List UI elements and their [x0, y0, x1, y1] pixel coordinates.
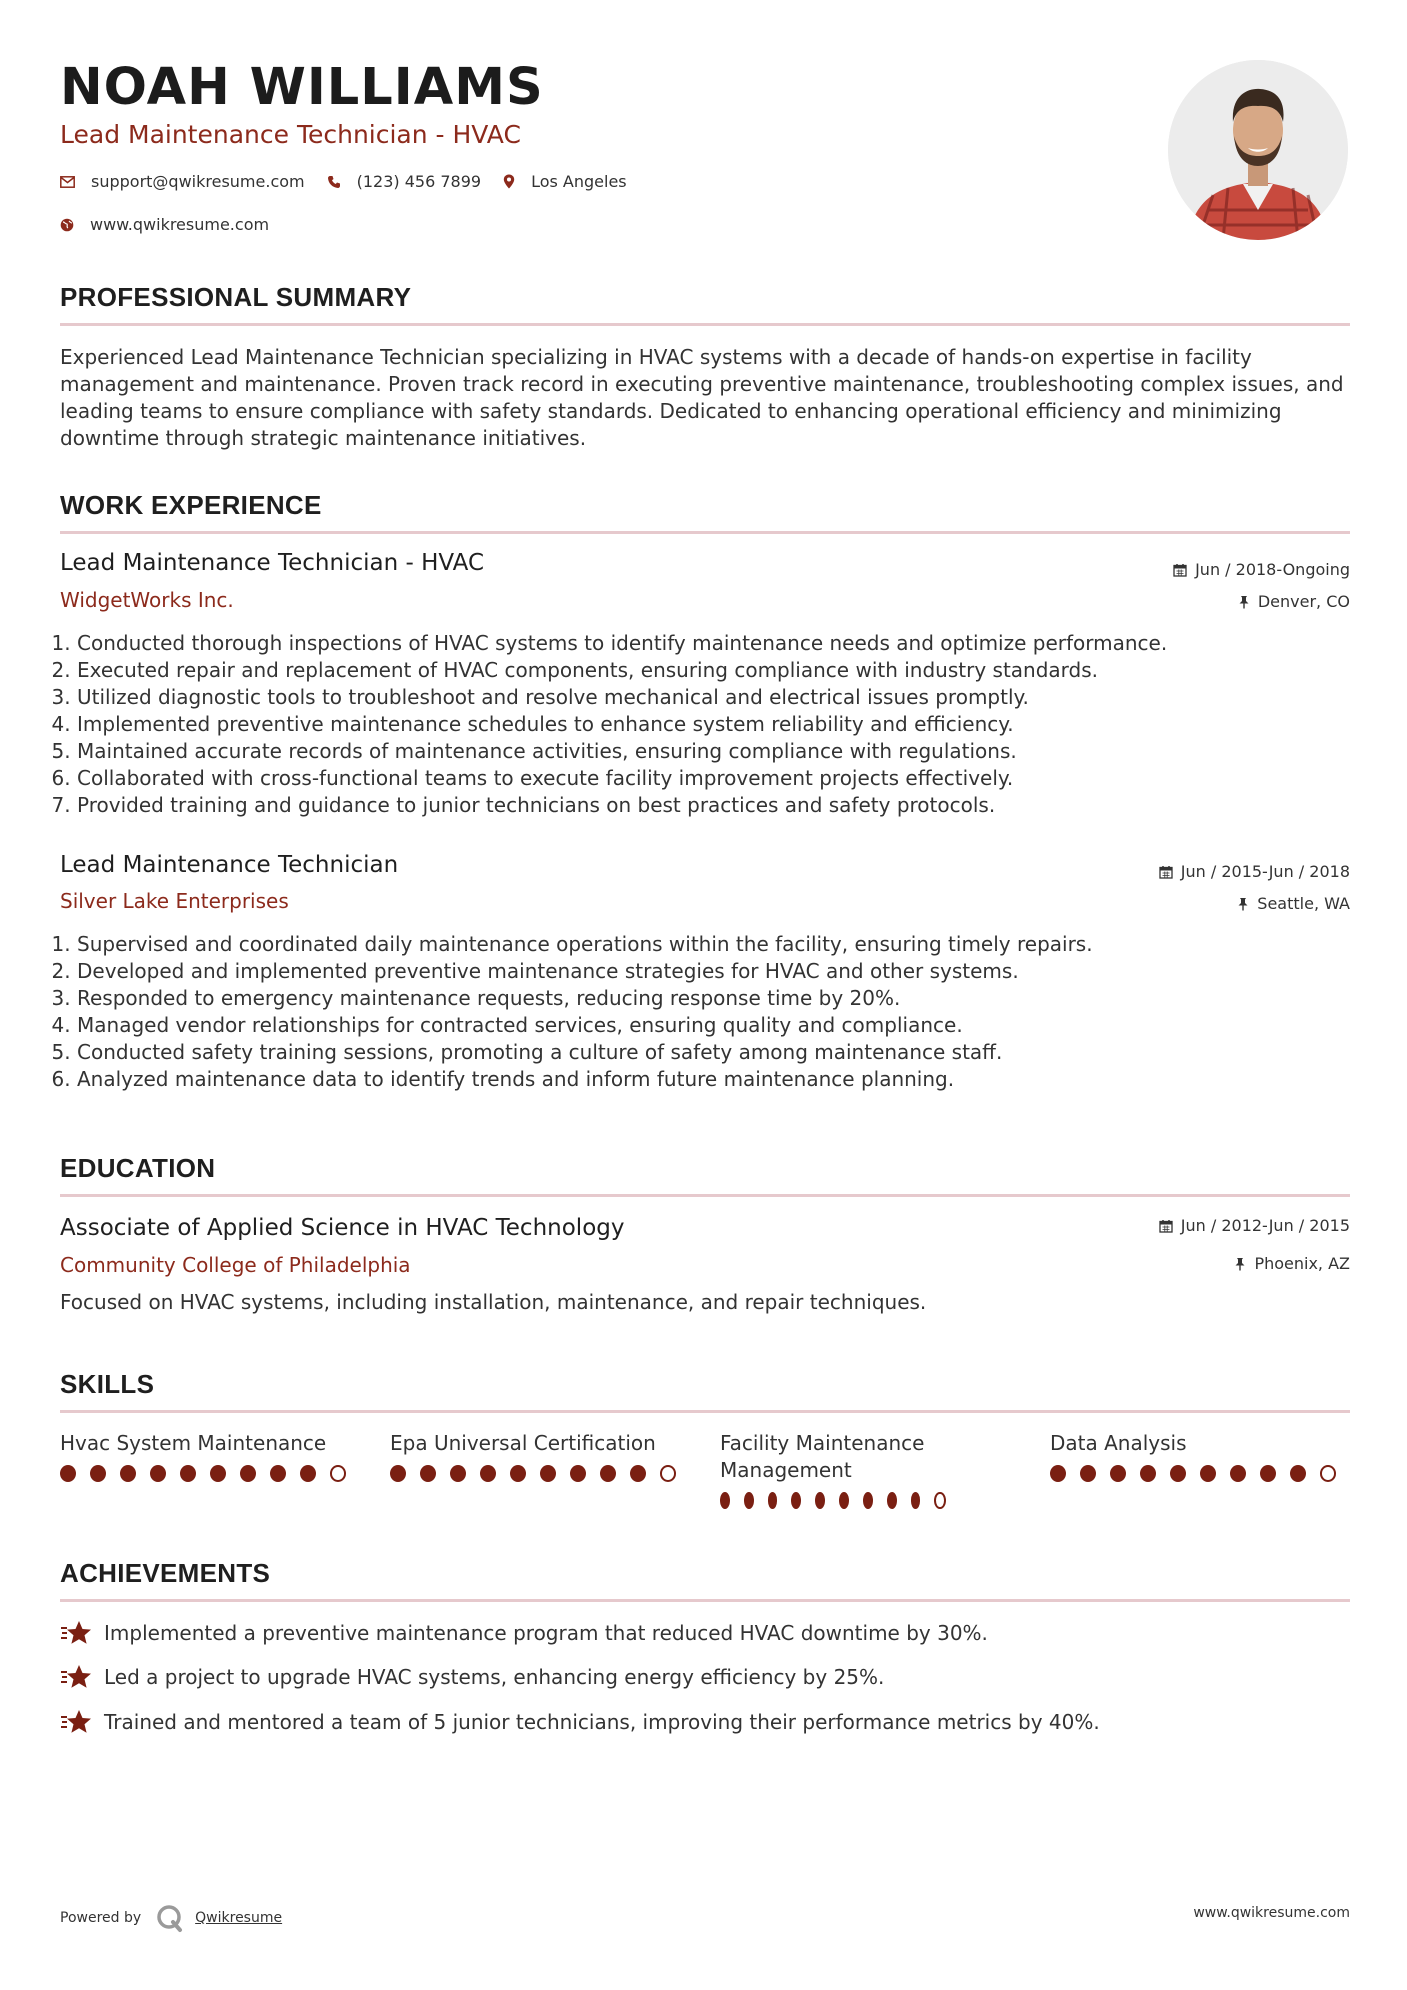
- education-dates: [1159, 1216, 1350, 1235]
- list-item: 6. Collaborated with cross-functional teams to execute facility improvement projects effectively.: [77, 765, 1347, 792]
- job-bullets: [60, 931, 1347, 1093]
- skill-rating: [720, 1492, 960, 1509]
- rating-dot-filled: [210, 1465, 226, 1482]
- rating-dot-empty: [330, 1465, 346, 1482]
- rating-dot-empty: [934, 1492, 946, 1509]
- email-text[interactable]: support@qwikresume.com: [91, 172, 305, 191]
- education-location: [1234, 1254, 1350, 1273]
- rating-dot-filled: [1260, 1465, 1276, 1482]
- job-location-text: Denver, CO: [1257, 592, 1350, 611]
- job-bullets: [60, 630, 1347, 819]
- map-pin-icon: [503, 174, 515, 189]
- rating-dot-filled: [1050, 1465, 1066, 1482]
- list-item: 6. Analyzed maintenance data to identify trends and inform future maintenance planning.: [77, 1066, 1347, 1093]
- achievements-section-header: [60, 1558, 1350, 1602]
- calendar-icon: [1159, 865, 1173, 879]
- location-text: Los Angeles: [531, 172, 627, 191]
- list-item: 1. Conducted thorough inspections of HVAC systems to identify maintenance needs and optimize performance.: [77, 630, 1347, 657]
- rating-dot-filled: [510, 1465, 526, 1482]
- job-location: [1237, 894, 1350, 913]
- rating-dot-filled: [815, 1492, 825, 1509]
- pushpin-icon: [1238, 595, 1250, 609]
- rating-dot-filled: [1110, 1465, 1126, 1482]
- achievement-text: Trained and mentored a team of 5 junior technicians, improving their performance metrics by 40%.: [104, 1710, 1100, 1734]
- rating-dot-filled: [90, 1465, 106, 1482]
- rating-dot-filled: [450, 1465, 466, 1482]
- rating-dot-filled: [887, 1492, 897, 1509]
- job-dates: [1159, 862, 1350, 881]
- list-item: 5. Conducted safety training sessions, promoting a culture of safety among maintenance staff.: [77, 1039, 1347, 1066]
- skill-item: [60, 1430, 360, 1482]
- rating-dot-filled: [911, 1492, 921, 1509]
- skill-name: Epa Universal Certification: [390, 1431, 656, 1455]
- job-dates: [1173, 560, 1350, 579]
- contact-row: [60, 172, 649, 191]
- phone-icon: [327, 175, 341, 189]
- achievement-item: [60, 1664, 884, 1690]
- list-item: 7. Provided training and guidance to junior technicians on best practices and safety protocols.: [77, 792, 1347, 819]
- rating-dot-empty: [660, 1465, 676, 1482]
- footer-powered-by: [60, 1903, 282, 1933]
- education-description: Focused on HVAC systems, including installation, maintenance, and repair techniques.: [60, 1290, 927, 1314]
- rating-dot-filled: [420, 1465, 436, 1482]
- section-divider: [60, 1599, 1350, 1602]
- rating-dot-filled: [240, 1465, 256, 1482]
- candidate-name: NOAH WILLIAMS: [60, 58, 544, 117]
- job-title: Lead Maintenance Technician: [60, 852, 399, 878]
- skill-name: Hvac System Maintenance: [60, 1431, 327, 1455]
- rating-dot-empty: [1320, 1465, 1336, 1482]
- skill-name: Facility Maintenance Management: [720, 1431, 925, 1482]
- achievement-item: [60, 1709, 1100, 1735]
- achievement-item: [60, 1620, 988, 1646]
- skill-rating: [1050, 1465, 1350, 1482]
- contact-phone: [327, 172, 481, 191]
- job-dates-text: Jun / 2018-Ongoing: [1195, 560, 1350, 579]
- calendar-icon: [1173, 563, 1187, 577]
- list-item: 1. Supervised and coordinated daily maintenance operations within the facility, ensuring timely repairs.: [77, 931, 1347, 958]
- summary-text: Experienced Lead Maintenance Technician specializing in HVAC systems with a decade of hands-on expertise in facility management and maintenance. Proven track record in executing preventive maintenance, troubleshooting complex issues, and leading teams to ensure compliance with safety standards. Dedicated to enhancing operational efficiency and minimizing downtime through strategic maintenance initiatives.: [60, 345, 1344, 450]
- list-item: 4. Managed vendor relationships for contracted services, ensuring quality and compliance.: [77, 1012, 1347, 1039]
- skills-heading: SKILLS: [60, 1369, 155, 1399]
- rating-dot-filled: [480, 1465, 496, 1482]
- rating-dot-filled: [1200, 1465, 1216, 1482]
- education-section-header: [60, 1153, 1350, 1197]
- rating-dot-filled: [600, 1465, 616, 1482]
- rating-dot-filled: [300, 1465, 316, 1482]
- list-item: 4. Implemented preventive maintenance schedules to enhance system reliability and efficiency.: [77, 711, 1347, 738]
- rating-dot-filled: [120, 1465, 136, 1482]
- qwikresume-link[interactable]: Qwikresume: [195, 1910, 283, 1926]
- school-name: Community College of Philadelphia: [60, 1253, 411, 1277]
- rating-dot-filled: [744, 1492, 754, 1509]
- rating-dot-filled: [839, 1492, 849, 1509]
- education-location-text: Phoenix, AZ: [1254, 1254, 1350, 1273]
- powered-by-label: Powered by: [60, 1910, 142, 1926]
- rating-dot-filled: [570, 1465, 586, 1482]
- education-dates-text: Jun / 2012-Jun / 2015: [1180, 1216, 1350, 1235]
- list-item: 2. Executed repair and replacement of HVAC components, ensuring compliance with industry standards.: [77, 657, 1347, 684]
- section-divider: [60, 1194, 1350, 1197]
- skill-rating: [390, 1465, 690, 1482]
- rating-dot-filled: [1170, 1465, 1186, 1482]
- website-text[interactable]: www.qwikresume.com: [90, 215, 270, 234]
- website-row: [60, 215, 291, 234]
- skill-rating: [60, 1465, 360, 1482]
- rating-dot-filled: [630, 1465, 646, 1482]
- experience-section-header: [60, 490, 1350, 534]
- footer-website[interactable]: www.qwikresume.com: [1193, 1905, 1350, 1921]
- section-divider: [60, 323, 1350, 326]
- section-divider: [60, 1410, 1350, 1413]
- job-location: [1238, 592, 1350, 611]
- list-item: 5. Maintained accurate records of maintenance activities, ensuring compliance with regulations.: [77, 738, 1347, 765]
- section-divider: [60, 531, 1350, 534]
- star-icon: [60, 1709, 92, 1735]
- phone-text: (123) 456 7899: [356, 172, 482, 191]
- rating-dot-filled: [1080, 1465, 1096, 1482]
- pushpin-icon: [1234, 1257, 1246, 1271]
- degree-title: Associate of Applied Science in HVAC Technology: [60, 1215, 625, 1241]
- contact-email: [60, 172, 305, 191]
- rating-dot-filled: [60, 1465, 76, 1482]
- rating-dot-filled: [768, 1492, 778, 1509]
- achievements-heading: ACHIEVEMENTS: [60, 1558, 271, 1588]
- profile-photo: [1168, 60, 1348, 240]
- star-icon: [60, 1664, 92, 1690]
- rating-dot-filled: [1290, 1465, 1306, 1482]
- rating-dot-filled: [863, 1492, 873, 1509]
- globe-icon: [60, 218, 74, 232]
- achievement-text: Implemented a preventive maintenance program that reduced HVAC downtime by 30%.: [104, 1621, 988, 1645]
- job-dates-text: Jun / 2015-Jun / 2018: [1180, 862, 1350, 881]
- summary-heading: PROFESSIONAL SUMMARY: [60, 282, 412, 312]
- achievement-text: Led a project to upgrade HVAC systems, enhancing energy efficiency by 25%.: [104, 1665, 885, 1689]
- rating-dot-filled: [390, 1465, 406, 1482]
- rating-dot-filled: [1230, 1465, 1246, 1482]
- education-heading: EDUCATION: [60, 1153, 216, 1183]
- rating-dot-filled: [791, 1492, 801, 1509]
- qwikresume-logo-icon: [155, 1903, 185, 1933]
- contact-website: [60, 215, 269, 234]
- envelope-icon: [60, 176, 75, 188]
- rating-dot-filled: [150, 1465, 166, 1482]
- skill-name: Data Analysis: [1050, 1431, 1187, 1455]
- list-item: 2. Developed and implemented preventive maintenance strategies for HVAC and other systems.: [77, 958, 1347, 985]
- candidate-title: Lead Maintenance Technician - HVAC: [60, 120, 521, 149]
- rating-dot-filled: [180, 1465, 196, 1482]
- job-location-text: Seattle, WA: [1257, 894, 1350, 913]
- skills-section-header: [60, 1369, 1350, 1413]
- summary-section-header: [60, 282, 1350, 326]
- rating-dot-filled: [720, 1492, 730, 1509]
- rating-dot-filled: [1140, 1465, 1156, 1482]
- list-item: 3. Utilized diagnostic tools to troubleshoot and resolve mechanical and electrical issues promptly.: [77, 684, 1347, 711]
- star-icon: [60, 1620, 92, 1646]
- skill-item: [720, 1430, 960, 1509]
- pushpin-icon: [1237, 897, 1249, 911]
- job-title: Lead Maintenance Technician - HVAC: [60, 550, 485, 576]
- job-company: Silver Lake Enterprises: [60, 889, 289, 913]
- rating-dot-filled: [270, 1465, 286, 1482]
- job-company: WidgetWorks Inc.: [60, 588, 234, 612]
- skill-item: [390, 1430, 690, 1482]
- list-item: 3. Responded to emergency maintenance requests, reducing response time by 20%.: [77, 985, 1347, 1012]
- calendar-icon: [1159, 1219, 1173, 1233]
- rating-dot-filled: [540, 1465, 556, 1482]
- person-illustration: [1168, 60, 1348, 240]
- contact-location: [503, 172, 627, 191]
- skill-item: [1050, 1430, 1350, 1482]
- experience-heading: WORK EXPERIENCE: [60, 490, 322, 520]
